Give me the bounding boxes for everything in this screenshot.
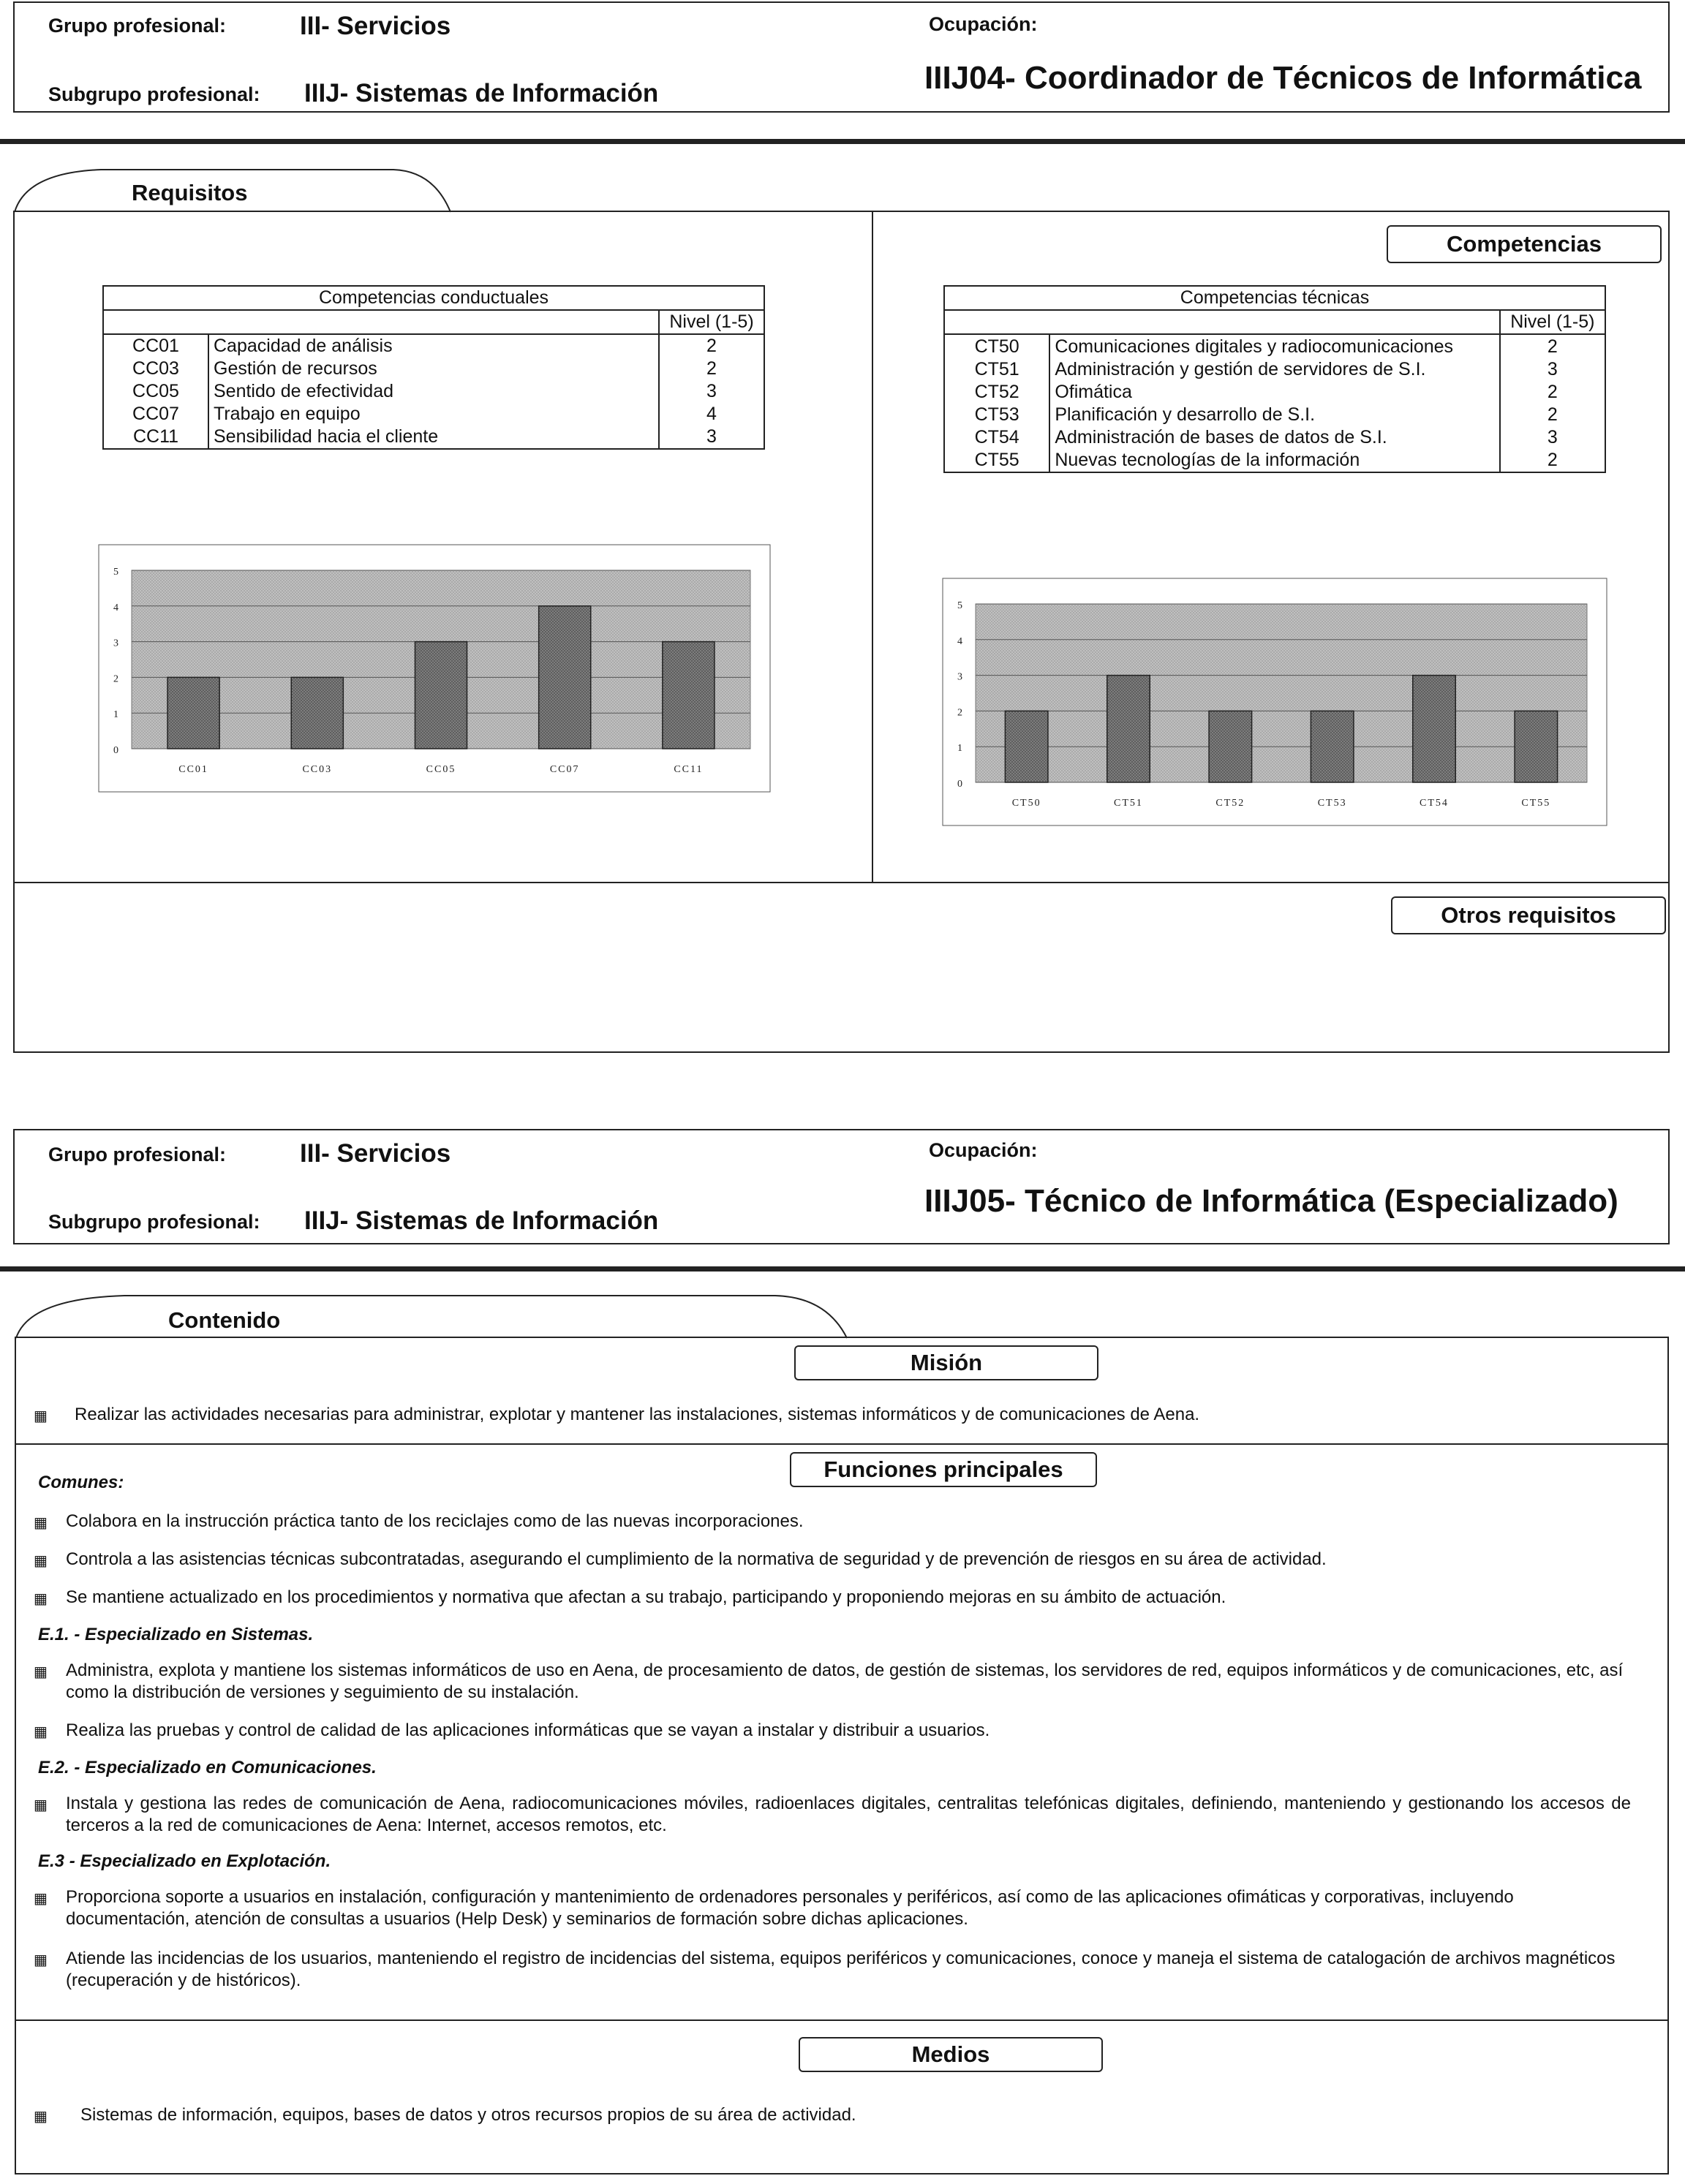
x-tick-label: CC05 <box>426 764 456 775</box>
mision-label: Misión <box>794 1345 1098 1380</box>
e2-heading: E.2. - Especializado en Comunicaciones. <box>38 1758 377 1777</box>
x-tick-label: CT51 <box>1114 798 1143 809</box>
bullet-icon: ▦ <box>34 1664 48 1680</box>
x-tick-label: CC11 <box>674 764 704 775</box>
y-tick-label: 0 <box>957 779 962 790</box>
table-row: CC05 Sentido de efectividad 3 <box>103 380 764 403</box>
y-tick-label: 4 <box>113 602 118 613</box>
x-tick-label: CT50 <box>1011 798 1041 809</box>
ocupacion-label: Ocupación: <box>929 1139 1038 1161</box>
table-row: CC01 Capacidad de análisis 2 <box>103 334 764 358</box>
x-tick-label: CC01 <box>178 764 208 775</box>
divider-1 <box>0 139 1685 144</box>
requisitos-vertical-divider <box>872 211 873 883</box>
bar-cc07 <box>539 606 591 749</box>
table-row: CT53 Planificación y desarrollo de S.I. 2 <box>944 404 1605 426</box>
grupo-value: III- Servicios <box>300 12 451 40</box>
conductuales-table <box>102 285 765 450</box>
ocupacion-value: IIIJ05- Técnico de Informática (Especializado) <box>924 1183 1618 1219</box>
table-row: CT50 Comunicaciones digitales y radiocomunicaciones 2 <box>944 334 1605 358</box>
conductuales-bar-chart <box>98 544 771 793</box>
bullet-icon: ▦ <box>34 1797 48 1813</box>
table-row: CT54 Administración de bases de datos de S.I. 3 <box>944 426 1605 449</box>
funciones-principales-label: Funciones principales <box>790 1452 1097 1487</box>
table-row: CT55 Nuevas tecnologías de la información 2 <box>944 449 1605 472</box>
bar-cc03 <box>291 677 343 749</box>
x-tick-label: CC03 <box>302 764 333 775</box>
otros-requisitos-label: Otros requisitos <box>1391 896 1666 934</box>
y-tick-label: 4 <box>957 635 962 647</box>
grupo-value: III- Servicios <box>300 1139 451 1168</box>
bullet-icon: ▦ <box>34 1591 48 1607</box>
medios-label: Medios <box>799 2037 1103 2072</box>
bar-ct53 <box>1311 711 1354 782</box>
header-1 <box>13 1 1670 113</box>
bullet-icon: ▦ <box>34 1891 48 1907</box>
y-tick-label: 1 <box>957 743 962 755</box>
table-row: CC11 Sensibilidad hacia el cliente 3 <box>103 426 764 449</box>
e1-heading: E.1. - Especializado en Sistemas. <box>38 1625 314 1644</box>
subgrupo-label: Subgrupo profesional: <box>48 83 260 105</box>
bullet-icon: ▦ <box>34 1724 48 1740</box>
tecnicas-table <box>943 285 1606 473</box>
bullet-icon: ▦ <box>34 1515 48 1531</box>
bullet-icon: ▦ <box>34 2109 48 2125</box>
tecnicas-bar-chart <box>942 578 1607 826</box>
bullet-icon: ▦ <box>34 1553 48 1569</box>
conductuales-nivel-header: Nivel (1-5) <box>659 310 764 334</box>
y-tick-label: 5 <box>957 600 962 611</box>
bar-ct50 <box>1005 711 1048 782</box>
subgrupo-value: IIIJ- Sistemas de Información <box>304 79 659 107</box>
y-tick-label: 0 <box>113 745 118 756</box>
table-row: CC07 Trabajo en equipo 4 <box>103 403 764 426</box>
y-tick-label: 3 <box>957 671 962 683</box>
funciones-divider <box>15 2019 1669 2021</box>
tecnicas-nivel-header: Nivel (1-5) <box>1500 310 1605 334</box>
table-row: CT51 Administración y gestión de servidores de S.I. 3 <box>944 358 1605 381</box>
x-tick-label: CT55 <box>1521 798 1551 809</box>
divider-2 <box>0 1266 1685 1272</box>
y-tick-label: 2 <box>113 673 118 685</box>
requisitos-horizontal-divider <box>13 882 1670 883</box>
ocupacion-value: IIIJ04- Coordinador de Técnicos de Informática <box>924 60 1642 96</box>
bullet-icon: ▦ <box>34 1408 48 1424</box>
bar-cc05 <box>415 642 467 749</box>
mision-divider <box>15 1443 1669 1445</box>
e3-heading: E.3 - Especializado en Explotación. <box>38 1851 331 1871</box>
bar-ct55 <box>1515 711 1558 782</box>
bullet-icon: ▦ <box>34 1952 48 1968</box>
contenido-tab-shape <box>15 1293 848 1340</box>
x-tick-label: CT54 <box>1420 798 1449 809</box>
table-row: CC03 Gestión de recursos 2 <box>103 358 764 380</box>
y-tick-label: 2 <box>957 707 962 719</box>
x-tick-label: CC07 <box>549 764 580 775</box>
subgrupo-value: IIIJ- Sistemas de Información <box>304 1206 659 1235</box>
bar-cc11 <box>663 642 715 749</box>
grupo-label: Grupo profesional: <box>48 1144 226 1165</box>
ocupacion-label: Ocupación: <box>929 13 1038 35</box>
bar-ct52 <box>1209 711 1252 782</box>
x-tick-label: CT52 <box>1215 798 1245 809</box>
x-tick-label: CT53 <box>1317 798 1347 809</box>
y-tick-label: 5 <box>113 567 118 578</box>
bar-ct54 <box>1413 676 1456 782</box>
y-tick-label: 3 <box>113 638 118 649</box>
contenido-tab-label: Contenido <box>168 1307 281 1333</box>
competencias-label: Competencias <box>1387 225 1662 263</box>
tecnicas-title: Competencias técnicas <box>944 286 1605 310</box>
y-tick-label: 1 <box>113 709 118 721</box>
bar-ct51 <box>1107 676 1150 782</box>
plot-area <box>976 604 1587 782</box>
bar-cc01 <box>167 677 219 749</box>
header-2 <box>13 1129 1670 1244</box>
requisitos-tab-label: Requisitos <box>132 180 248 205</box>
grupo-label: Grupo profesional: <box>48 15 226 37</box>
conductuales-title: Competencias conductuales <box>103 286 764 310</box>
table-row: CT52 Ofimática 2 <box>944 381 1605 404</box>
subgrupo-label: Subgrupo profesional: <box>48 1211 260 1233</box>
comunes-label: Comunes: <box>38 1473 124 1492</box>
